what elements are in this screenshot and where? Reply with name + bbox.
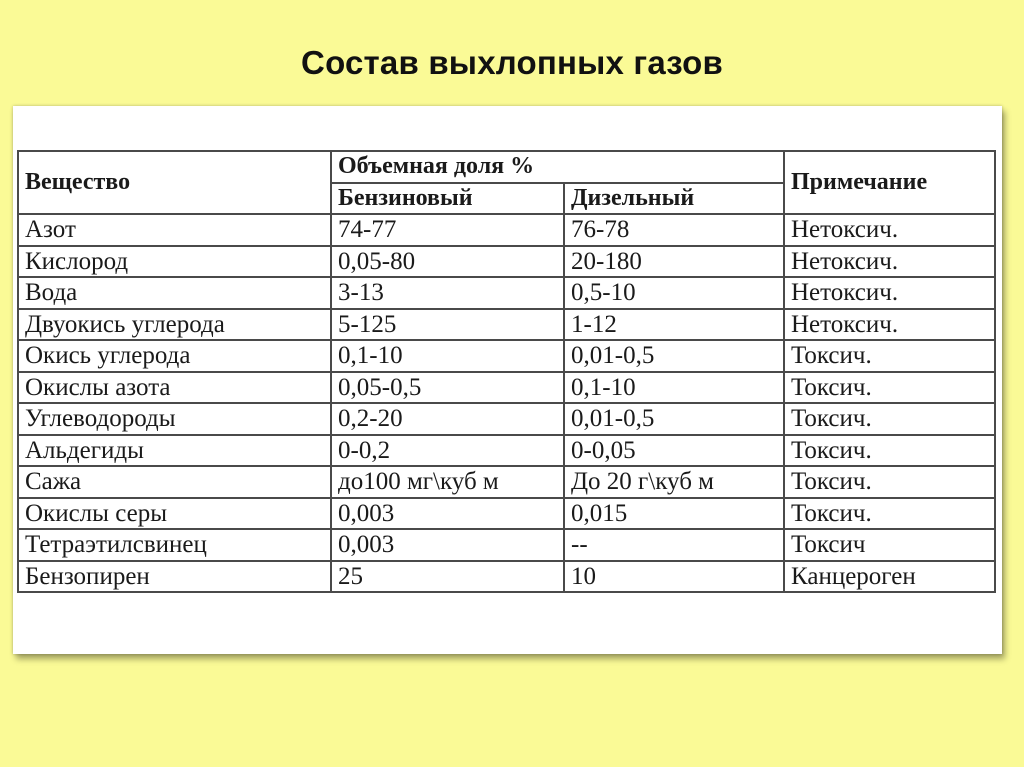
cell-substance: Кислород [18, 246, 331, 278]
cell-gasoline: 25 [331, 561, 564, 593]
header-diesel: Дизельный [564, 183, 784, 215]
cell-diesel: 0,01-0,5 [564, 403, 784, 435]
cell-diesel: До 20 г\куб м [564, 466, 784, 498]
cell-substance: Сажа [18, 466, 331, 498]
cell-substance: Углеводороды [18, 403, 331, 435]
cell-gasoline: до100 мг\куб м [331, 466, 564, 498]
cell-substance: Вода [18, 277, 331, 309]
table-row [18, 214, 995, 246]
exhaust-composition-table [17, 150, 996, 593]
table-row [18, 435, 995, 467]
cell-gasoline: 0,1-10 [331, 340, 564, 372]
cell-gasoline: 0,2-20 [331, 403, 564, 435]
table-body [18, 214, 995, 592]
cell-gasoline: 0,05-0,5 [331, 372, 564, 404]
table-row [18, 246, 995, 278]
cell-note: Токсич. [784, 372, 995, 404]
cell-diesel: 0-0,05 [564, 435, 784, 467]
cell-diesel: 0,01-0,5 [564, 340, 784, 372]
table-row [18, 561, 995, 593]
cell-diesel: 1-12 [564, 309, 784, 341]
cell-note: Нетоксич. [784, 309, 995, 341]
cell-substance: Бензопирен [18, 561, 331, 593]
table-row [18, 340, 995, 372]
header-substance: Вещество [18, 151, 331, 214]
cell-note: Токсич. [784, 466, 995, 498]
cell-note: Нетоксич. [784, 214, 995, 246]
cell-note: Токсич. [784, 340, 995, 372]
cell-substance: Тетраэтилсвинец [18, 529, 331, 561]
cell-note: Токсич. [784, 403, 995, 435]
cell-gasoline: 0-0,2 [331, 435, 564, 467]
cell-substance: Двуокись углерода [18, 309, 331, 341]
cell-note: Канцероген [784, 561, 995, 593]
slide-title: Состав выхлопных газов [301, 44, 723, 81]
cell-gasoline: 0,05-80 [331, 246, 564, 278]
cell-diesel: 0,1-10 [564, 372, 784, 404]
cell-diesel: 0,5-10 [564, 277, 784, 309]
cell-substance: Окись углерода [18, 340, 331, 372]
cell-gasoline: 3-13 [331, 277, 564, 309]
table-row [18, 277, 995, 309]
cell-gasoline: 5-125 [331, 309, 564, 341]
cell-substance: Альдегиды [18, 435, 331, 467]
table-row [18, 529, 995, 561]
cell-note: Нетоксич. [784, 277, 995, 309]
cell-gasoline: 0,003 [331, 529, 564, 561]
cell-note: Токсич [784, 529, 995, 561]
cell-note: Нетоксич. [784, 246, 995, 278]
cell-substance: Окислы серы [18, 498, 331, 530]
table-row [18, 498, 995, 530]
cell-gasoline: 74-77 [331, 214, 564, 246]
cell-substance: Азот [18, 214, 331, 246]
cell-diesel: 10 [564, 561, 784, 593]
cell-diesel: 20-180 [564, 246, 784, 278]
cell-diesel: -- [564, 529, 784, 561]
table-row [18, 309, 995, 341]
cell-diesel: 76-78 [564, 214, 784, 246]
table-row [18, 466, 995, 498]
cell-note: Токсич. [784, 498, 995, 530]
header-note: Примечание [784, 151, 995, 214]
cell-diesel: 0,015 [564, 498, 784, 530]
table-sheet [13, 106, 1002, 654]
header-gasoline: Бензиновый [331, 183, 564, 215]
table-row [18, 403, 995, 435]
header-volume-share: Объемная доля % [331, 151, 784, 183]
cell-note: Токсич. [784, 435, 995, 467]
cell-substance: Окислы азота [18, 372, 331, 404]
cell-gasoline: 0,003 [331, 498, 564, 530]
table-row [18, 372, 995, 404]
